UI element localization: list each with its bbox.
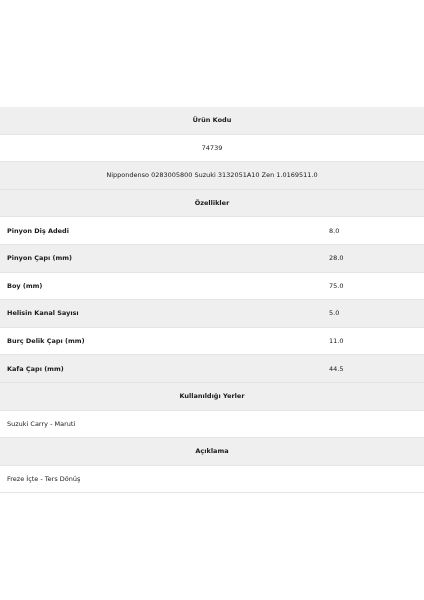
cross-reference-row (0, 162, 424, 190)
usage-row (0, 411, 424, 439)
feature-row (0, 355, 424, 383)
feature-value: 5.0 (329, 309, 340, 318)
feature-row (0, 300, 424, 328)
feature-label: Boy (mm) (7, 281, 43, 290)
spec-table (0, 107, 424, 493)
usage-header-row (0, 383, 424, 411)
feature-row (0, 328, 424, 356)
description-header: Açıklama (195, 447, 229, 456)
description-text: Freze İçte - Ters Dönüş (7, 475, 81, 484)
feature-label: Pinyon Diş Adedi (7, 226, 69, 235)
usage-header: Kullanıldığı Yerler (179, 392, 245, 401)
feature-row (0, 245, 424, 273)
feature-label: Pinyon Çapı (mm) (7, 254, 72, 263)
features-header-row (0, 190, 424, 218)
product-code: 74739 (201, 143, 223, 152)
feature-label: Helisin Kanal Sayısı (7, 309, 79, 318)
feature-value: 75.0 (329, 281, 344, 290)
cross-reference-text: Nippondenso 0283005800 Suzuki 3132051A10 Zen 1.0169511.0 (106, 171, 318, 180)
feature-value: 44.5 (329, 364, 344, 373)
usage-text: Suzuki Carry - Maruti (7, 419, 76, 428)
feature-row (0, 217, 424, 245)
feature-value: 8.0 (329, 226, 340, 235)
product-code-header: Ürün Kodu (192, 116, 232, 125)
product-code-row (0, 135, 424, 163)
features-header: Özellikler (194, 199, 230, 208)
description-row (0, 466, 424, 494)
feature-value: 11.0 (329, 337, 344, 346)
feature-row (0, 273, 424, 301)
feature-label: Burç Delik Çapı (mm) (7, 337, 85, 346)
feature-value: 28.0 (329, 254, 344, 263)
product-code-header-row (0, 107, 424, 135)
feature-label: Kafa Çapı (mm) (7, 364, 64, 373)
description-header-row (0, 438, 424, 466)
